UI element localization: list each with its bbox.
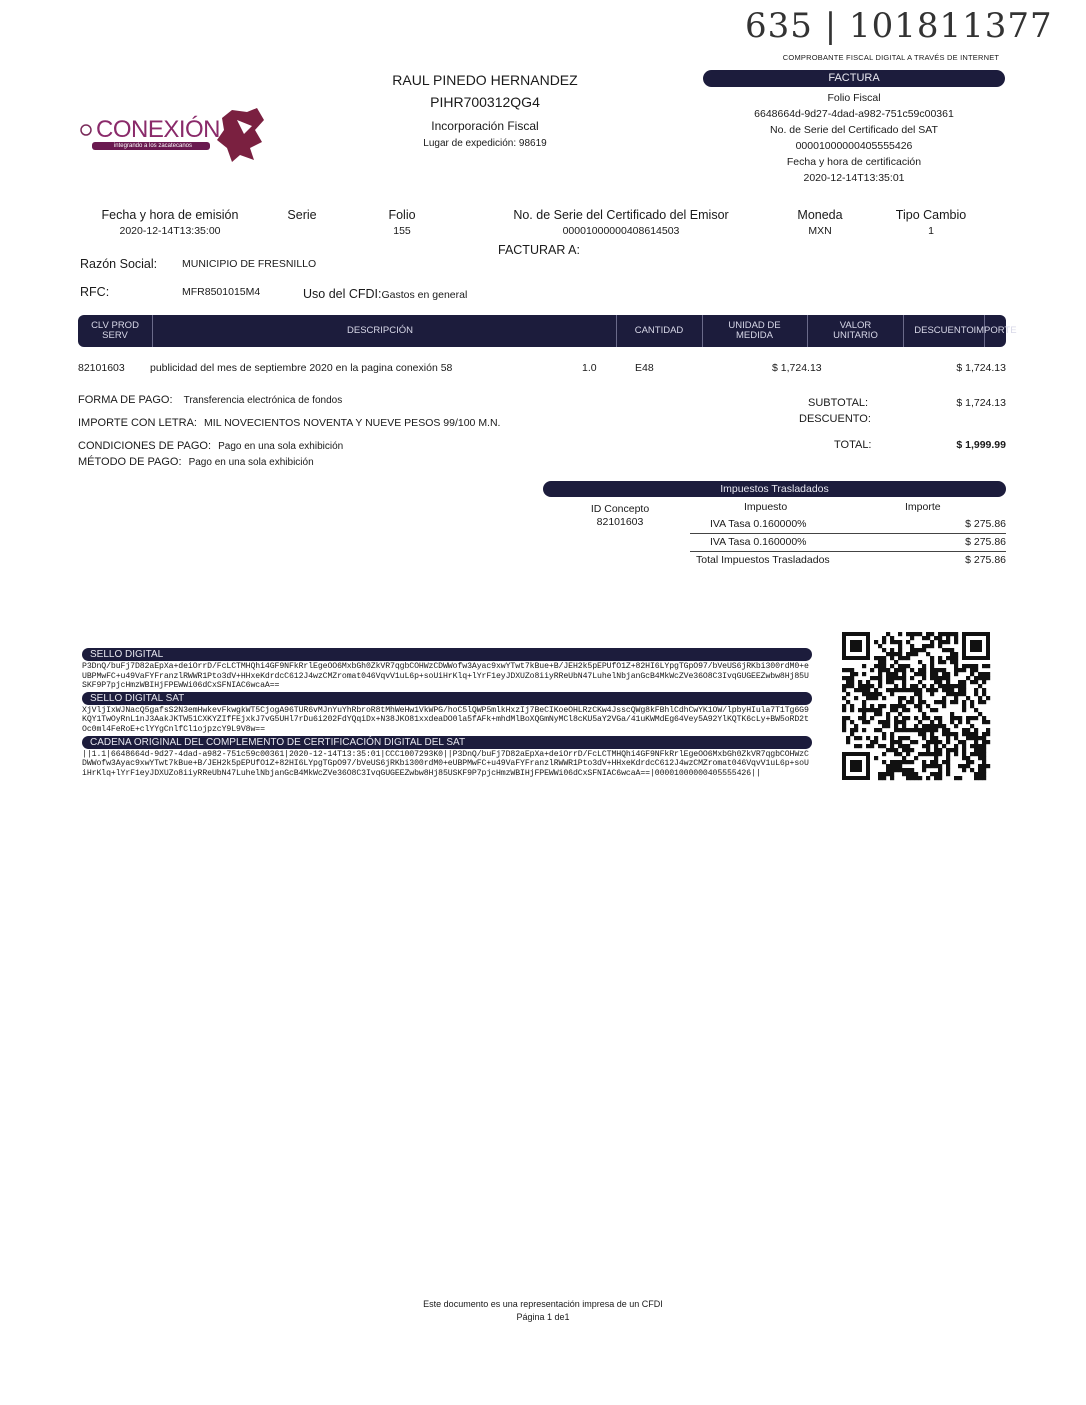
col-unidad: UNIDAD DE MEDIDA [702,315,808,347]
moneda-field [780,208,860,237]
row-cantidad: 1.0 [582,362,597,374]
serie-label: Serie [287,208,317,222]
metodo-label: MÉTODO DE PAGO: [78,456,182,468]
qr-graphic [842,632,990,780]
row-valor-unitario: $ 1,724.13 [772,362,822,374]
uso-value: Gastos en general [381,289,468,301]
tax-row-2-importe: $ 275.86 [965,536,1006,548]
cfdi-caption: COMPROBANTE FISCAL DIGITAL A TRAVÉS DE INTERNET [782,53,1000,62]
sello-sat-text: XjVljIxWJNacQ5gafsS2N3emHwkevFkwgkWT5CjogA96TUR6vMJnYuYhRbroR8tMhWeHw1VkWPG/hoC5lQWP5mlkHxzIj7BeCIKoeOHLRzCKw4JsscQWg8kFBhlCdhCwYK1OW/lpbyHIula7T1Tg6G9KQY1TwOyRnL1nJ3AakJKTW51CXKYZIfFEjxkJ7vG5UHl7rDu6i202FdYQqiDx+N38JKO81xxdeaDO0la5fAFk+mhdMlBoXQGmNyMCl8cKU5aY2VGa/41uKWMdEg64Vey5A92YlKQTK6cLy+BW5oRD2tOc0ml4FeRoE+clYYgCnlfCl1ojpzcY9L9V8w== [82,705,809,734]
sello-sat-label: SELLO DIGITAL SAT [82,692,812,705]
rfc-value: MFR8501015M4 [182,286,261,298]
cert-emisor-value: 00001000000408614503 [562,225,680,237]
company-logo [72,100,282,170]
logo-tagline: integrando a los zacatecanos [113,143,193,149]
cert-sat: 00001000000405555426 [795,140,913,152]
tax-row-2 [690,536,1006,552]
table-row [78,362,1006,378]
folio-fiscal-label: Folio Fiscal [827,92,881,104]
folio-field [372,208,432,237]
row-unidad: E48 [635,362,654,374]
tax-total-row [690,554,1006,569]
tax-row-2-impuesto: IVA Tasa 0.160000% [710,536,807,548]
footer [343,1298,743,1324]
doc-type-banner: FACTURA [703,70,1005,87]
taxes-concepto [570,503,670,528]
taxes-col-importe: Importe [905,501,941,513]
tax-row-1-impuesto: IVA Tasa 0.160000% [710,518,807,530]
rfc-label: RFC: [80,285,110,299]
row-descripcion: publicidad del mes de septiembre 2020 en la pagina conexión 58 [150,362,453,374]
sello-digital-text: P3DnQ/buFj7D82aEpXa+deiOrrD/FcLCTMHQhi4GF9NFkRrlEgeOO6MxbGh0ZkVR7qgbCOHWzCDWWofw3Ayac9xwYTwt7kBue+B/JEH2k5pEPUfO1Z+82HI6LYpgTGpO97/bVeUS6jRKbi300rdM0+eUBPMwFC+u49VaFYFranzlRWWR1Pto3dV+HHxeKdrdcC612J4wzCMZromat046VqvV1uL6p+soUiHrKlq+lYrF1eyJDXUZo8iiyRReUbN47LuhelNbjanGcB4MkWcZVe36O8C3IvqGUGEEZwbw8Hj85USKF9P7pjcHmzWBIHjFPEWWi06dCxSFNIAC6wcaA== [82,662,809,691]
issuer-name: RAUL PINEDO HERNANDEZ [392,72,578,88]
taxes-banner: Impuestos Trasladados [543,481,1006,497]
cadena-label: CADENA ORIGINAL DEL COMPLEMENTO DE CERTIFICACIÓN DIGITAL DEL SAT [82,736,812,749]
forma-label: FORMA DE PAGO: [78,394,173,406]
tipo-cambio-value: 1 [928,225,934,237]
tipo-cambio-field [885,208,977,237]
subtotal-value: $ 1,724.13 [956,397,1006,409]
col-importe: IMPORTE [973,325,1017,336]
uso-label: Uso del CFDI: [303,287,382,301]
items-table-header [78,315,1017,347]
facturar-a: FACTURAR A: [498,243,580,257]
col-importe-wide [906,315,1017,347]
issuer-rfc: PIHR700312QG4 [430,94,540,110]
cert-datetime: 2020-12-14T13:35:01 [803,172,905,184]
forma-pago [78,394,342,406]
issuer-regime: Incorporación Fiscal [431,119,539,133]
subtotal-label: SUBTOTAL: [808,397,869,409]
cert-sat-label: No. de Serie del Certificado del SAT [770,124,938,136]
total-value: $ 1,999.99 [956,439,1006,451]
emission-label: Fecha y hora de emisión [101,208,239,222]
header-fiscal-info [703,90,1005,186]
cert-emisor-label: No. de Serie del Certificado del Emisor [513,208,729,222]
taxes-col-concepto: ID Concepto [590,503,650,515]
emission-field [80,208,260,237]
importe-letra [78,417,500,429]
handwritten-note: 635 | 101811377 [745,6,1053,46]
tax-row-1-importe: $ 275.86 [965,518,1006,530]
col-descripcion: DESCRIPCIÓN [144,315,617,347]
tipo-cambio-label: Tipo Cambio [895,208,967,222]
total-label: TOTAL: [834,439,872,451]
moneda-label: Moneda [797,208,843,222]
footer-line-1: Este documento es una representación impresa de un CFDI [423,1299,663,1309]
condiciones-label: CONDICIONES DE PAGO: [78,440,212,452]
cadena-text: ||1.1|6648664d-9d27-4dad-a982-751c59c00361|2020-12-14T13:35:01|CCC1007293K0||P3DnQ/buFj7D82aEpXa+deiOrrD/FcLCTMHQhi4GF9NFkRrlEgeOO6MxbGh0ZkVR7qgbCOHWzCDWWofw3Ayac9xwYTwt7kBue+B/JEH2k5pEPUfO1Z+82HI6LYpgTGpO97/bVeUS6jRKbi300rdM0+eUBPMwFC+u49VaFYFranzlRWWR1Pto3dV+HHxeKdrdcC612J4wzCMZromat046VqvV1uL6p+soUiHrKlq+lYrF1eyJDXUZo8iiyRReUbN47LuhelNbjanGcB4MkWcZVe36O8C3IvqGUGEEZwbw8Hj85USKF9P7pjcHmzWBIHjFPEWWi06dCxSFNIAC6wcaA==|00001000000405555426|| [82,749,809,778]
tax-row-1 [690,518,1006,534]
issuer-block [380,72,590,149]
taxes-col-impuesto: Impuesto [744,501,788,513]
row-clave: 82101603 [78,362,125,374]
col-cantidad: CANTIDAD [616,315,703,347]
col-valor-unitario: VALOR UNITARIO [808,315,904,347]
condiciones-pago [78,440,343,452]
letra-label: IMPORTE CON LETRA: [78,417,197,429]
issuer-place: Lugar de expedición: 98619 [423,138,547,149]
metodo-value: Pago en una sola exhibición [188,457,314,468]
razon-value: MUNICIPIO DE FRESNILLO [182,258,317,270]
footer-line-2: Página 1 de1 [516,1312,570,1322]
cert-emisor-field [498,208,744,237]
moneda-value: MXN [808,225,832,237]
cert-datetime-label: Fecha y hora de certificación [786,156,922,168]
col-descuento: DESCUENTO [904,315,985,347]
letra-value: MIL NOVECIENTOS NOVENTA Y NUEVE PESOS 99/100 M.N. [204,417,501,429]
condiciones-value: Pago en una sola exhibición [218,441,344,452]
logo-word: CONEXIÓN [96,116,221,143]
seals-section [82,648,812,778]
forma-value: Transferencia electrónica de fondos [183,395,343,406]
col-clv-prod: CLV PROD SERV [78,315,153,347]
tax-total-label: Total Impuestos Trasladados [696,554,830,566]
uso-cfdi [303,285,467,303]
folio-fiscal: 6648664d-9d27-4dad-a982-751c59c00361 [754,108,954,120]
row-importe: $ 1,724.13 [956,362,1006,374]
descuento-label: DESCUENTO: [799,413,871,425]
folio-value: 155 [393,225,411,237]
emission-value: 2020-12-14T13:35:00 [119,225,221,237]
qr-code [842,632,990,780]
taxes-concepto-value: 82101603 [596,516,644,528]
serie-field [272,208,332,225]
sello-digital-label: SELLO DIGITAL [82,648,812,661]
razon-label: Razón Social: [80,257,158,271]
metodo-pago [78,456,314,468]
tax-total-value: $ 275.86 [965,554,1006,566]
folio-label: Folio [388,208,416,222]
